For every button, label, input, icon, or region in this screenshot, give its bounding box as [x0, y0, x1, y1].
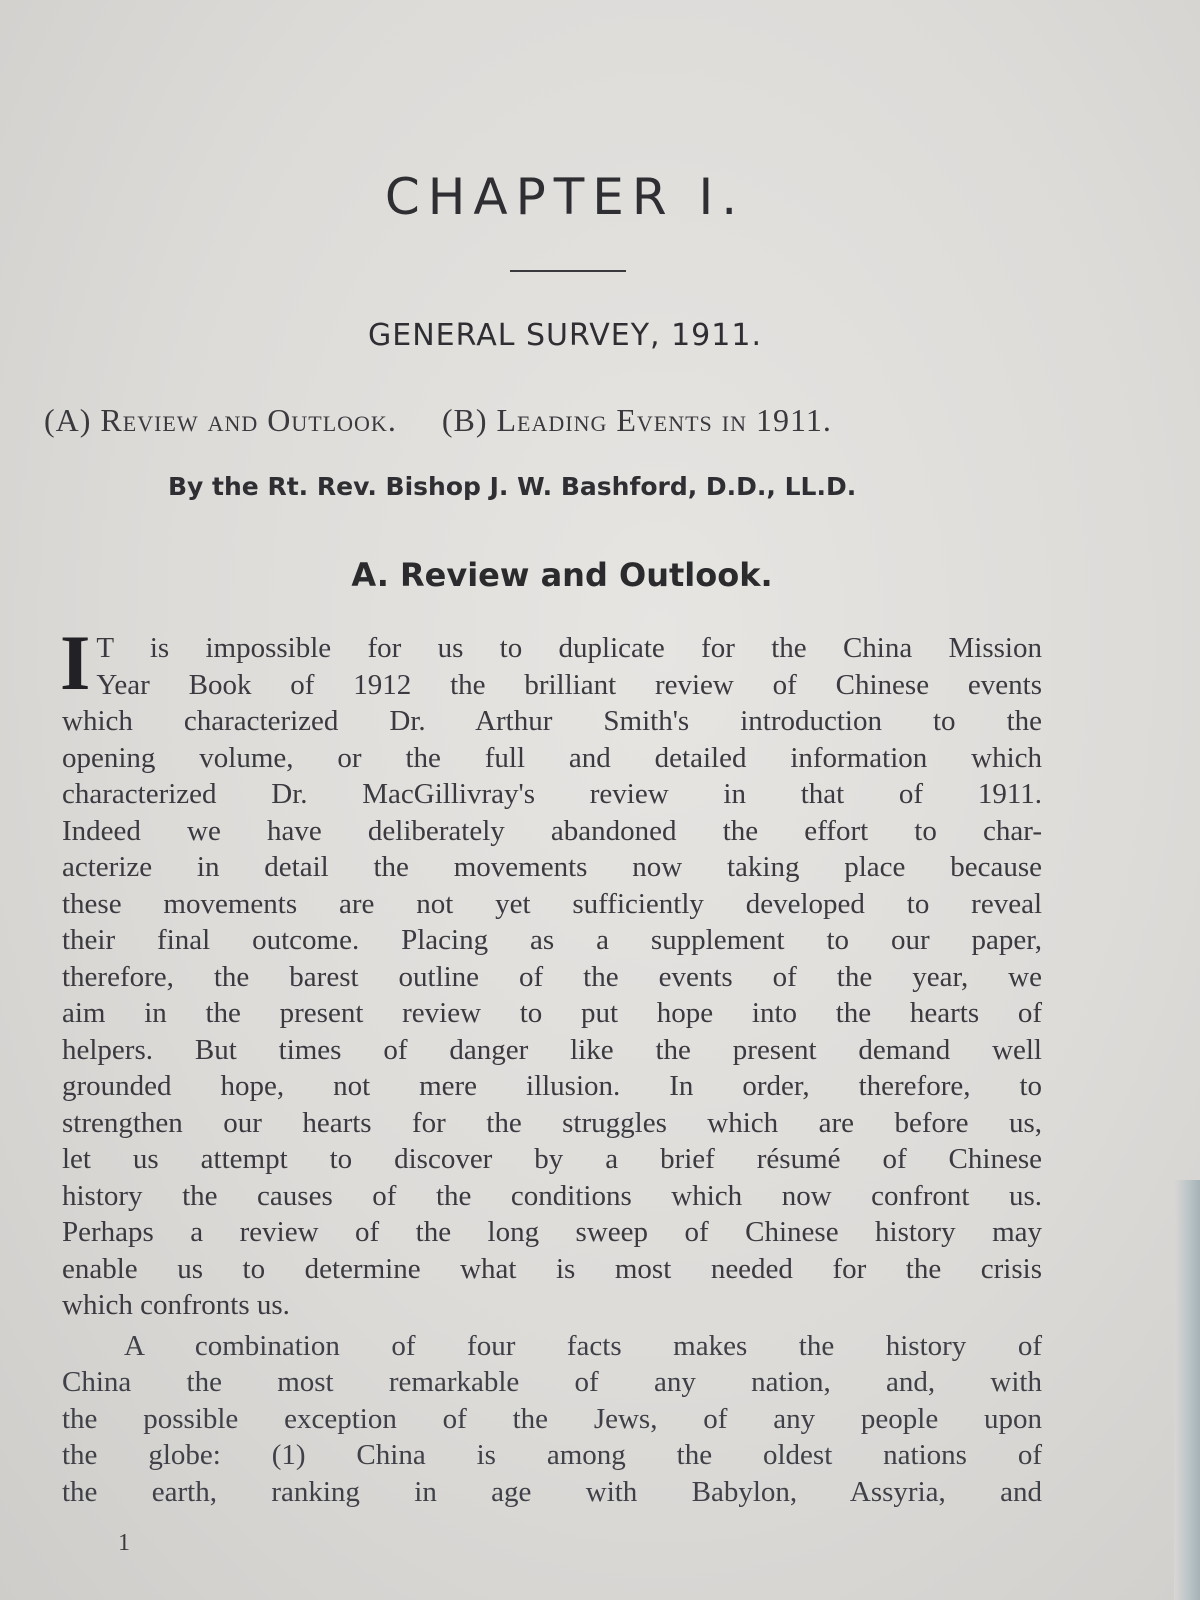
- paragraph-2: [62, 1328, 1042, 1511]
- subsection-title: A. Review and Outlook.: [351, 556, 773, 594]
- part-b-text: Leading Events in: [496, 402, 747, 438]
- text-line: Perhaps a review of the long sweep of Chinese history may: [62, 1216, 1042, 1248]
- part-b-label: (B): [441, 402, 488, 438]
- text-line: their final outcome. Placing as a supplement to our paper,: [62, 924, 1042, 956]
- text-line: T is impossible for us to duplicate for the China Mission: [96, 632, 1042, 664]
- author-line: By the Rt. Rev. Bishop J. W. Bashford, D.D., LL.D.: [168, 472, 857, 501]
- text-line: the possible exception of the Jews, of any people upon: [62, 1402, 1042, 1435]
- text-line: which characterized Dr. Arthur Smith's introduction to the: [62, 705, 1042, 737]
- text-line: the earth, ranking in age with Babylon, Assyria, and: [62, 1475, 1042, 1508]
- text-line: acterize in detail the movements now taking place because: [62, 851, 1042, 883]
- text-line: aim in the present review to put hope into the hearts of: [62, 997, 1042, 1029]
- text-line: opening volume, or the full and detailed information which: [62, 741, 1042, 774]
- text-line: characterized Dr. MacGillivray's review in that of 1911.: [62, 778, 1042, 810]
- section-title: GENERAL SURVEY, 1911.: [368, 318, 762, 353]
- page-number: 1: [118, 1530, 130, 1556]
- text-line: enable us to determine what is most needed for the crisis: [62, 1252, 1042, 1285]
- part-b-year: 1911.: [756, 402, 832, 438]
- paragraph-1: [60, 619, 1042, 1324]
- text-line: strengthen our hearts for the struggles which are before us,: [62, 1106, 1042, 1139]
- part-a-text: Review and Outlook.: [100, 402, 397, 438]
- text-line: Year Book of 1912 the brilliant review of Chinese events: [96, 668, 1042, 701]
- text-line: helpers. But times of danger like the present demand well: [62, 1033, 1042, 1066]
- text-line: therefore, the barest outline of the events of the year, we: [62, 960, 1042, 993]
- text-line: the globe: (1) China is among the oldest nations of: [62, 1439, 1042, 1471]
- text-line: Indeed we have deliberately abandoned the effort to char-: [62, 814, 1042, 847]
- text-line: China the most remarkable of any nation, and, with: [62, 1366, 1042, 1398]
- body-text: [60, 619, 1042, 1510]
- text-line: let us attempt to discover by a brief résumé of Chinese: [62, 1143, 1042, 1175]
- title-rule: [510, 270, 626, 272]
- text-line: history the causes of the conditions which now confront us.: [62, 1179, 1042, 1212]
- drop-cap: I: [60, 619, 91, 706]
- text-line: these movements are not yet sufficiently developed to reveal: [62, 887, 1042, 920]
- page-edge: [1174, 1180, 1200, 1600]
- text-line: grounded hope, not mere illusion. In order, therefore, to: [62, 1070, 1042, 1102]
- part-a-label: (A): [44, 402, 92, 438]
- chapter-title: CHAPTER I.: [384, 168, 746, 226]
- text-line: which confronts us.: [62, 1289, 290, 1321]
- text-line: A combination of four facts makes the history of: [124, 1329, 1042, 1362]
- parts-line: [44, 402, 1074, 439]
